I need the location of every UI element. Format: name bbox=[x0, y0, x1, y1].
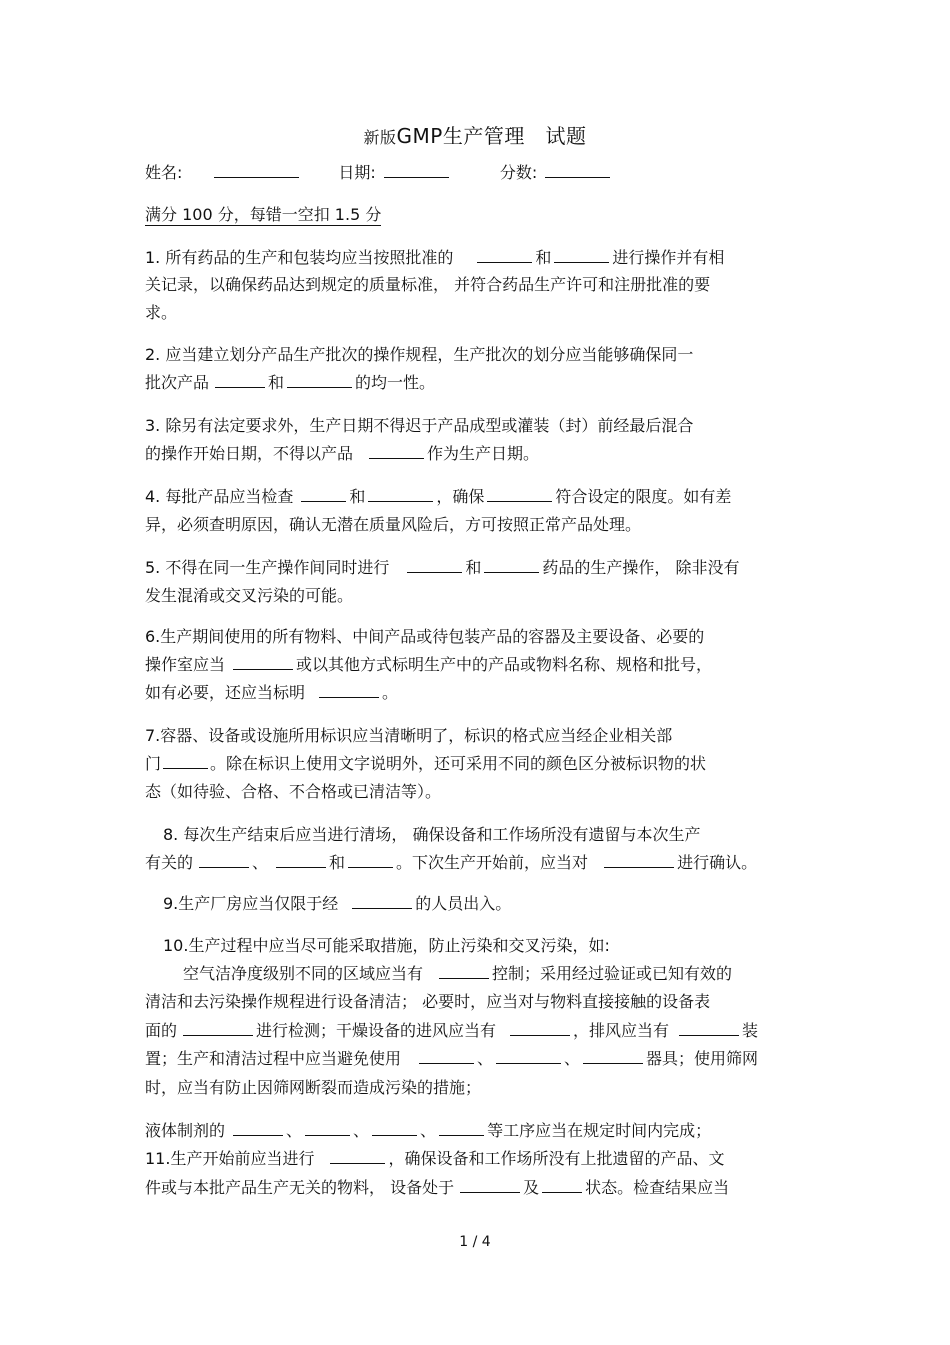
question-10-line-3: 清洁和去污染操作规程进行设备清洁； 必要时，应当对与物料直接接触的设备表 bbox=[145, 992, 711, 1011]
question-3-line-1: 3. 除另有法定要求外，生产日期不得迟于产品成型或灌装（封）前经最后混合 bbox=[145, 416, 694, 435]
score-blank bbox=[545, 163, 610, 178]
question-1-line-1: 1. 所有药品的生产和包装均应当按照批准的 和 进行操作并有相 bbox=[145, 248, 725, 267]
name-blank bbox=[214, 163, 299, 178]
question-2-line-1: 2. 应当建立划分产品生产批次的操作规程，生产批次的划分应当能够确保同一 bbox=[145, 345, 694, 364]
question-4-line-2: 异，必须查明原因，确认无潜在质量风险后，方可按照正常产品处理。 bbox=[145, 515, 642, 534]
question-2-line-2: 批次产品 和 的均一性。 bbox=[145, 373, 436, 392]
question-11-line-2: 件或与本批产品生产无关的物料， 设备处于 及 状态。检查结果应当 bbox=[145, 1178, 730, 1197]
name-label: 姓名: bbox=[145, 163, 183, 182]
question-10-line-1: 10.生产过程中应当尽可能采取措施，防止污染和交叉污染，如: bbox=[163, 936, 610, 955]
question-11-line-1: 11.生产开始前应当进行 ，确保设备和工作场所没有上批遗留的产品、文 bbox=[145, 1149, 725, 1168]
question-5-line-2: 发生混淆或交叉污染的可能。 bbox=[145, 586, 354, 605]
question-8-line-1: 8. 每次生产结束后应当进行清场， 确保设备和工作场所没有遗留与本次生产 bbox=[163, 825, 701, 844]
question-7-line-3: 态（如待验、合格、不合格或已清洁等）。 bbox=[145, 782, 442, 801]
page-number: 1 / 4 bbox=[459, 1234, 491, 1250]
question-10-line-2: 空气洁净度级别不同的区域应当有 控制；采用经过验证或已知有效的 bbox=[183, 964, 733, 983]
question-1-line-2: 关记录，以确保药品达到规定的质量标准， 并符合药品生产许可和注册批准的要 bbox=[145, 275, 711, 294]
score-label: 分数: bbox=[499, 163, 538, 182]
question-10-line-5: 置；生产和清洁过程中应当避免使用 、 、 器具；使用筛网 bbox=[145, 1049, 759, 1068]
question-8-line-2: 有关的 、 和 。下次生产开始前，应当对 进行确认。 bbox=[145, 853, 758, 872]
question-7-line-1: 7.容器、设备或设施所用标识应当清晰明了，标识的格式应当经企业相关部 bbox=[145, 726, 673, 745]
question-9-line-1: 9.生产厂房应当仅限于经 的人员出入。 bbox=[163, 894, 512, 913]
question-10-line-4: 面的 进行检测；干燥设备的进风应当有 ，排风应当有 装 bbox=[145, 1021, 759, 1040]
page-title: 新版GMP生产管理 试题 bbox=[363, 124, 587, 148]
question-6-line-1: 6.生产期间使用的所有物料、中间产品或待包装产品的容器及主要设备、必要的 bbox=[145, 627, 705, 646]
question-10-line-7: 液体制剂的 、 、 、 等工序应当在规定时间内完成； bbox=[145, 1121, 712, 1140]
question-10-line-6: 时，应当有防止因筛网断裂而造成污染的措施； bbox=[145, 1078, 482, 1097]
question-1-line-3: 求。 bbox=[145, 303, 178, 322]
question-6-line-3: 如有必要，还应当标明 。 bbox=[145, 683, 399, 702]
question-5-line-1: 5. 不得在同一生产操作间同时进行 和 药品的生产操作， 除非没有 bbox=[145, 558, 740, 577]
header-fields bbox=[145, 162, 613, 184]
date-label: 日期: bbox=[338, 163, 376, 182]
question-7-line-2: 门 。除在标识上使用文字说明外，还可采用不同的颜色区分被标识物的状 bbox=[145, 754, 707, 773]
question-4-line-1: 4. 每批产品应当检查 和 ，确保 符合设定的限度。如有差 bbox=[145, 487, 732, 506]
date-blank bbox=[384, 163, 449, 178]
question-3-line-2: 的操作开始日期，不得以产品 作为生产日期。 bbox=[145, 444, 540, 463]
score-rule: 满分 100 分，每错一空扣 1.5 分 bbox=[145, 205, 382, 224]
question-6-line-2: 操作室应当 或以其他方式标明生产中的产品或物料名称、规格和批号， bbox=[145, 655, 713, 674]
